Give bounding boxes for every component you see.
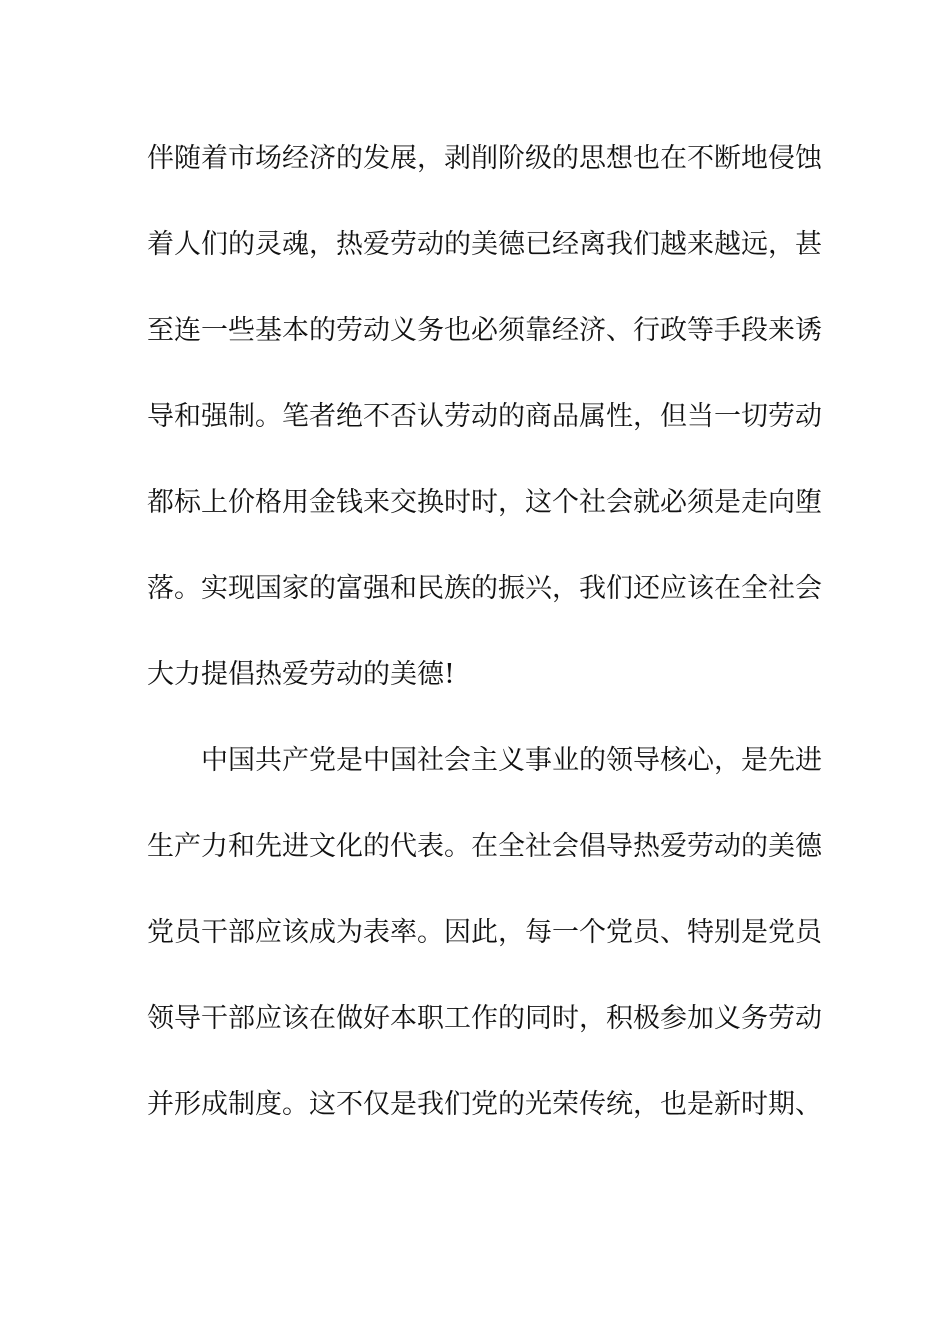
paragraph-2-line-1: 中国共产党是中国社会主义事业的领导核心，是先进: [201, 745, 822, 776]
paragraph-1-line-3: 至连一些基本的劳动义务也必须靠经济、行政等手段来诱: [147, 315, 822, 346]
paragraph-1-line-1: 伴随着市场经济的发展，剥削阶级的思想也在不断地侵蚀: [147, 143, 822, 174]
paragraph-2-line-2: 生产力和先进文化的代表。在全社会倡导热爱劳动的美德: [147, 831, 822, 862]
paragraph-2-line-5: 并形成制度。这不仅是我们党的光荣传统，也是新时期、: [147, 1089, 822, 1120]
paragraph-1-line-2: 着人们的灵魂，热爱劳动的美德已经离我们越来越远，甚: [147, 229, 822, 260]
paragraph-1-line-4: 导和强制。笔者绝不否认劳动的商品属性，但当一切劳动: [147, 401, 822, 432]
paragraph-1-line-7: 大力提倡热爱劳动的美德!: [147, 659, 455, 690]
paragraph-1-line-5: 都标上价格用金钱来交换时时，这个社会就必须是走向堕: [147, 487, 822, 518]
paragraph-2-line-3: 党员干部应该成为表率。因此，每一个党员、特别是党员: [147, 917, 822, 948]
paragraph-1-line-6: 落。实现国家的富强和民族的振兴，我们还应该在全社会: [147, 573, 822, 604]
paragraph-2-line-4: 领导干部应该在做好本职工作的同时，积极参加义务劳动: [147, 1003, 822, 1034]
